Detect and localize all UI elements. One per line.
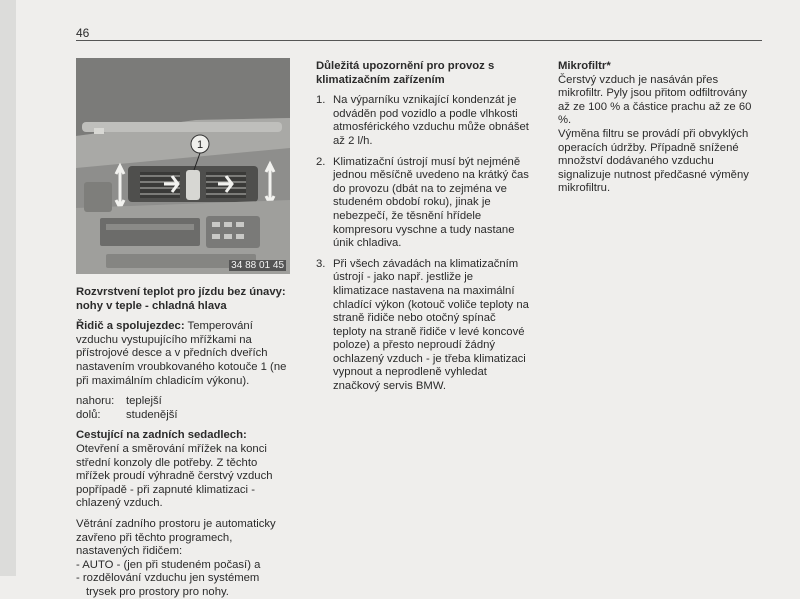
rear-passengers-label: Cestující na zadních sedadlech: xyxy=(76,429,247,442)
list-number: 3. xyxy=(316,257,326,270)
list-item xyxy=(316,156,532,251)
callout-1: 1 xyxy=(196,139,204,151)
figure-caption: Rozvrstvení teplot pro jízdu bez únavy: nohy v teple - chladná hlava xyxy=(76,286,286,312)
photo-code: 34 88 01 45 xyxy=(231,260,284,271)
ac-notes-list xyxy=(316,94,532,393)
microfilter-paragraph-2: Výměna filtru se provádí při obvyklých operacích údržby. Případně snížené množství dodávaného vzduchu signalizuje nutnost předčasné výměny mikrofiltru. xyxy=(558,127,749,195)
page-edge xyxy=(0,0,16,576)
driver-paragraph xyxy=(76,320,290,388)
dashboard-illustration xyxy=(76,58,290,274)
rear-passengers-text: Otevření a směrování mřížek na konci střední konzoly dle potřeby. Z těchto mřížek proudí výhradně čerstvý vzduch popřípadě - při zapnuté klimatizaci - chlazený vzduch. xyxy=(76,442,273,510)
driver-text: Temperování vzduchu vystupujícího mřížkami na přístrojové desce a v předních dveřích nastavením vroubkovaného kotouče 1 (ne při maximálním chladicím výkonu). xyxy=(76,320,287,387)
up-value: teplejší xyxy=(126,395,162,408)
dashboard-vent-photo xyxy=(76,58,290,274)
rear-ventilation-paragraph: Větrání zadního prostoru je automaticky zavřeno při těchto programech, nastavených řidičem: xyxy=(76,517,276,558)
list-item xyxy=(316,94,532,148)
page-number: 46 xyxy=(76,26,90,40)
rear-passengers-paragraph xyxy=(76,429,290,511)
list-item: - rozdělování vzduchu jen systémem trysek pro prostory pro nohy. xyxy=(76,572,260,598)
list-number: 1. xyxy=(316,94,326,107)
microfilter-paragraph-1: Čerstvý vzduch je nasáván přes mikrofiltr. Pyly jsou přitom odfiltrovány až ze 100 % a částice prachu až ze 60 %. xyxy=(558,73,752,127)
down-label: dolů: xyxy=(76,408,101,421)
driver-label: Řidič a spolujezdec: xyxy=(76,320,185,333)
temperature-directions xyxy=(76,395,290,422)
column-1 xyxy=(76,286,290,599)
ac-notes-heading: Důležitá upozornění pro provoz s klimatizačním zařízením xyxy=(316,60,495,86)
column-3 xyxy=(558,60,762,196)
down-value: studenější xyxy=(126,408,178,421)
microfilter-heading: Mikrofiltr* xyxy=(558,60,611,72)
list-text: Klimatizační ústrojí musí být nejméně jednou měsíčně uvedeno na krátký čas do provozu (dbát na to zejména ve studeném období roku), jinak je nebezpečí, že těsnění hřídele kompresoru vyschne a tudy nastane únik chladiva. xyxy=(333,155,529,250)
list-text: Při všech závadách na klimatizačním ústrojí - jako např. jestliže je klimatizace nastavena na maximální chladící výkon (kotouč voliče teploty na straně řidiče nebo otočný spínač teploty na straně řidiče v levé koncové poloze) a přesto neproudí žádný ochlazený vzduch - je třeba klimatizaci vypnout a neprodleně vyhledat značkový servis BMW. xyxy=(333,257,529,393)
up-label: nahoru: xyxy=(76,395,115,408)
list-item: - AUTO - (jen při studeném počasí) a xyxy=(76,558,261,571)
list-number: 2. xyxy=(316,155,326,168)
column-2 xyxy=(316,60,532,401)
header-rule xyxy=(76,40,762,41)
list-item xyxy=(316,258,532,394)
list-text: Na výparníku vznikající kondenzát je odváděn pod vozidlo a podle vlhkosti atmosférického vzduchu může obnášet až 2 l/h. xyxy=(333,94,529,147)
